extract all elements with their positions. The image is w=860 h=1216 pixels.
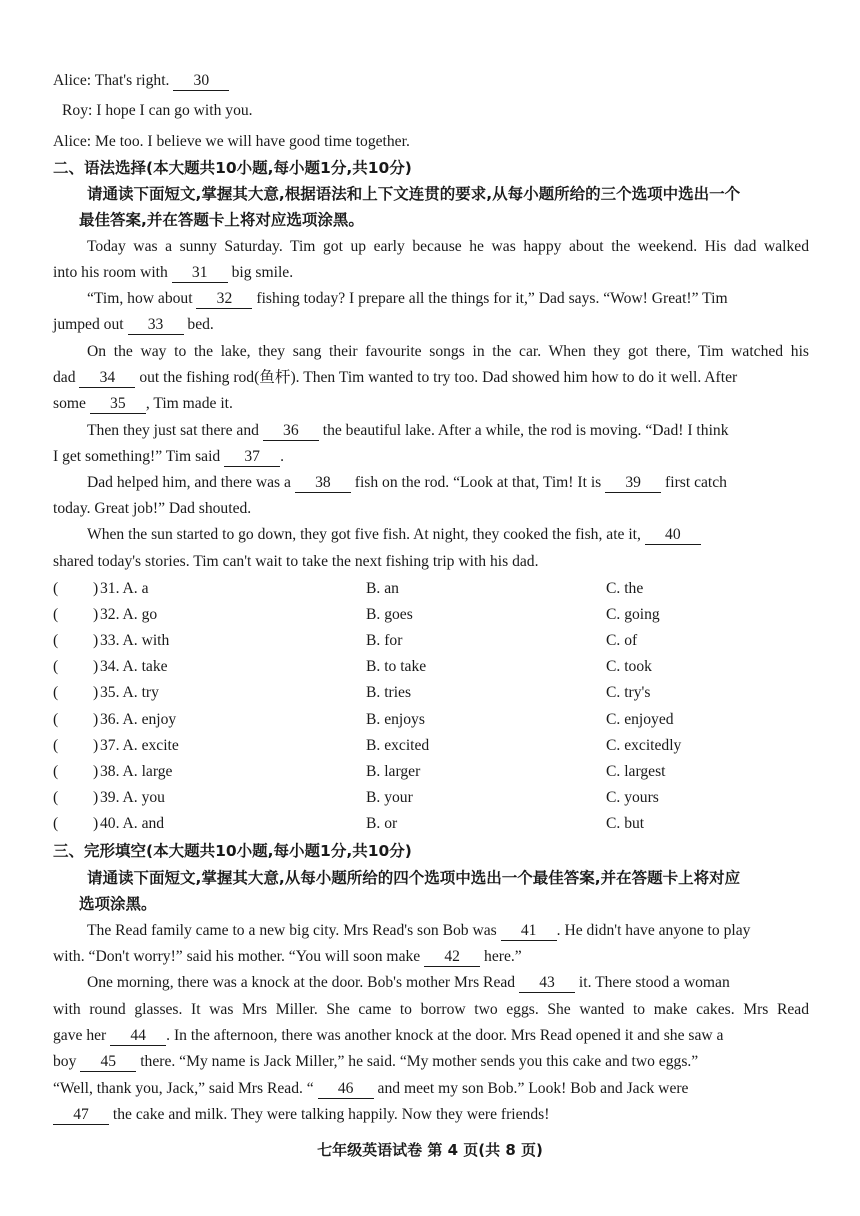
option-b: B. for (366, 632, 403, 649)
passage-line: “Well, thank you, Jack,” said Mrs Read. “ 46 and meet my son Bob.” Look! Bob and Jack were (53, 1080, 689, 1097)
option-c: C. going (606, 606, 660, 623)
dialogue-text: That's right. (94, 72, 170, 89)
dialogue-line: Alice: Me too. I believe we will have good time together. (53, 133, 410, 150)
option-c: C. but (606, 815, 645, 832)
option-c: C. excitedly (606, 737, 682, 754)
dialogue-line: Alice: That's right. 30 (53, 68, 809, 94)
option-a: 35. A. try (100, 684, 159, 701)
answer-blank: 33 (128, 316, 184, 335)
option-c: C. of (606, 632, 638, 649)
answer-blank: 41 (501, 922, 557, 941)
answer-paren-open: ( (53, 606, 59, 623)
option-a: 31. A. a (100, 580, 149, 597)
speaker-name: Roy (62, 102, 88, 119)
page-footer: 七年级英语试卷 第 4 页(共 8 页) (317, 1141, 543, 1159)
answer-blank: 30 (173, 72, 229, 91)
answer-paren-open: ( (53, 658, 59, 675)
option-a: 37. A. excite (100, 737, 179, 754)
passage-line: Today was a sunny Saturday. Tim got up early because he was happy about the weekend. His dad walked (87, 238, 809, 255)
instructions: 选项涂黑。 (79, 895, 157, 913)
option-b: B. tries (366, 684, 412, 701)
passage-line: shared today's stories. Tim can't wait to take the next fishing trip with his dad. (53, 553, 539, 570)
option-row (53, 785, 809, 811)
answer-paren-close: ) (93, 658, 99, 675)
answer-paren-close: ) (93, 711, 99, 728)
passage-line: 47 the cake and milk. They were talking happily. Now they were friends! (53, 1102, 809, 1128)
answer-paren-close: ) (93, 684, 99, 701)
passage-line: Then they just sat there and 36 the beautiful lake. After a while, the rod is moving. “Dad! I think (87, 422, 729, 439)
answer-paren-close: ) (93, 580, 99, 597)
option-row (53, 733, 809, 759)
answer-paren-open: ( (53, 711, 59, 728)
answer-blank: 42 (424, 948, 480, 967)
option-a: 34. A. take (100, 658, 168, 675)
dialogue-line: Roy: I hope I can go with you. (62, 102, 253, 119)
option-c: C. yours (606, 789, 659, 806)
option-b: B. enjoys (366, 711, 425, 728)
instructions: 最佳答案,并在答题卡上将对应选项涂黑。 (79, 211, 364, 229)
option-b: B. excited (366, 737, 430, 754)
option-a: 38. A. large (100, 763, 173, 780)
answer-paren-close: ) (93, 632, 99, 649)
passage-line: dad 34 out the fishing rod(鱼杆). Then Tim wanted to try too. Dad showed him how to do it well. After (53, 369, 738, 386)
option-b: B. to take (366, 658, 427, 675)
passage-line: jumped out 33 bed. (53, 316, 214, 333)
option-b: B. goes (366, 606, 413, 623)
option-a: 33. A. with (100, 632, 170, 649)
passage-line: boy 45 there. “My name is Jack Miller,” he said. “My mother sends you this cake and two eggs.” (53, 1053, 699, 1070)
answer-blank: 37 (224, 448, 280, 467)
option-row (53, 628, 809, 654)
answer-blank: 31 (172, 264, 228, 283)
answer-paren-close: ) (93, 815, 99, 832)
option-a: 32. A. go (100, 606, 158, 623)
option-c: C. enjoyed (606, 711, 674, 728)
answer-paren-close: ) (93, 789, 99, 806)
answer-blank: 38 (295, 474, 351, 493)
speaker-name: Alice (53, 133, 87, 150)
passage-line: “Tim, how about 32 fishing today? I prepare all the things for it,” Dad says. “Wow! Great!” Tim (87, 290, 728, 307)
answer-blank: 44 (110, 1027, 166, 1046)
option-b: B. or (366, 815, 398, 832)
answer-blank: 40 (645, 526, 701, 545)
answer-paren-open: ( (53, 789, 59, 806)
option-c: C. largest (606, 763, 666, 780)
dialogue-text: I hope I can go with you. (96, 102, 253, 119)
instructions: 请通读下面短文,掌握其大意,从每小题所给的四个选项中选出一个最佳答案,并在答题卡上将对应 (87, 869, 741, 887)
option-row (53, 707, 809, 733)
option-c: C. took (606, 658, 652, 675)
answer-paren-open: ( (53, 763, 59, 780)
answer-paren-open: ( (53, 632, 59, 649)
option-b: B. larger (366, 763, 421, 780)
passage-line: into his room with 31 big smile. (53, 264, 294, 281)
passage-line: some 35 , Tim made it. (53, 395, 233, 412)
option-a: 36. A. enjoy (100, 711, 177, 728)
passage-line: The Read family came to a new big city. Mrs Read's son Bob was 41 . He didn't have anyone to play (87, 922, 751, 939)
answer-paren-open: ( (53, 684, 59, 701)
option-a: 39. A. you (100, 789, 165, 806)
option-a: 40. A. and (100, 815, 165, 832)
option-b: B. your (366, 789, 413, 806)
passage-line: One morning, there was a knock at the door. Bob's mother Mrs Read 43 it. There stood a woman (87, 974, 730, 991)
passage-line: I get something!” Tim said 37 . (53, 448, 285, 465)
option-c: C. try's (606, 684, 651, 701)
passage-line: When the sun started to go down, they got five fish. At night, they cooked the fish, ate it, 40 (53, 522, 809, 548)
option-row (53, 759, 809, 785)
passage-line: with. “Don't worry!” said his mother. “You will soon make 42 here.” (53, 948, 522, 965)
answer-paren-close: ) (93, 737, 99, 754)
speaker-name: Alice (53, 72, 87, 89)
option-row (53, 811, 809, 837)
answer-blank: 43 (519, 974, 575, 993)
option-row (53, 680, 809, 706)
answer-paren-open: ( (53, 815, 59, 832)
answer-blank: 39 (605, 474, 661, 493)
passage-line: gave her 44 . In the afternoon, there was another knock at the door. Mrs Read opened it and she saw a (53, 1027, 724, 1044)
passage-line: with round glasses. It was Mrs Miller. She came to borrow two eggs. She wanted to make cakes. Mrs Read (53, 1001, 809, 1018)
answer-blank: 47 (53, 1106, 109, 1125)
option-row (53, 602, 809, 628)
answer-blank: 36 (263, 422, 319, 441)
instructions: 请通读下面短文,掌握其大意,根据语法和上下文连贯的要求,从每小题所给的三个选项中选出一个 (87, 185, 741, 203)
dialogue-text: Me too. I believe we will have good time together. (95, 133, 410, 150)
option-c: C. the (606, 580, 644, 597)
answer-paren-close: ) (93, 763, 99, 780)
answer-blank: 34 (79, 369, 135, 388)
answer-blank: 46 (318, 1080, 374, 1099)
passage-line: Dad helped him, and there was a 38 fish on the rod. “Look at that, Tim! It is 39 first catch (87, 474, 727, 491)
answer-blank: 35 (90, 395, 146, 414)
answer-blank: 32 (196, 290, 252, 309)
option-row (53, 576, 809, 602)
answer-paren-close: ) (93, 606, 99, 623)
section-heading: 二、语法选择(本大题共10小题,每小题1分,共10分) (53, 159, 412, 177)
answer-blank: 45 (80, 1053, 136, 1072)
section-heading: 三、完形填空(本大题共10小题,每小题1分,共10分) (53, 842, 412, 860)
option-b: B. an (366, 580, 399, 597)
answer-paren-open: ( (53, 580, 59, 597)
passage-line: On the way to the lake, they sang their favourite songs in the car. When they got there, Tim watched his (87, 343, 809, 360)
option-row (53, 654, 809, 680)
passage-line: today. Great job!” Dad shouted. (53, 500, 252, 517)
answer-paren-open: ( (53, 737, 59, 754)
